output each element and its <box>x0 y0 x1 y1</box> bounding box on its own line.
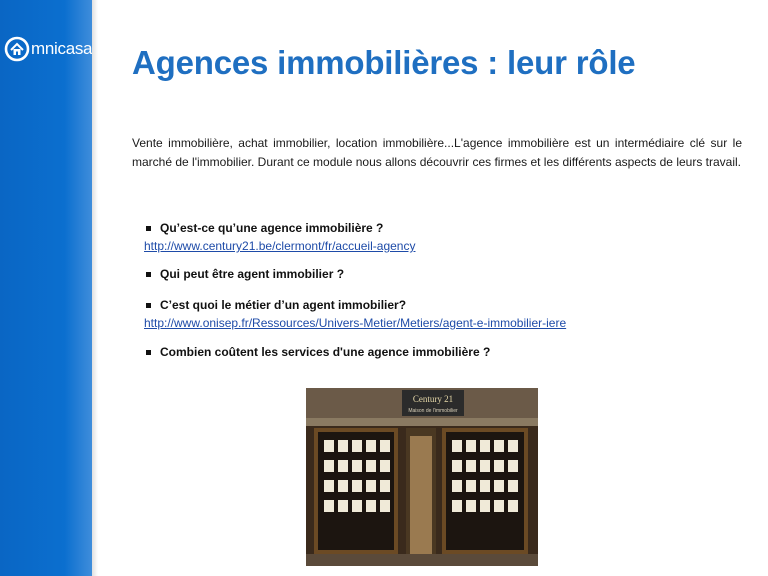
logo-text: mnicasa <box>31 39 93 58</box>
agency-storefront-photo <box>306 388 538 566</box>
bullet-question <box>144 298 566 312</box>
list-item <box>144 298 566 330</box>
square-bullet-icon <box>146 303 151 308</box>
list-item <box>144 267 344 281</box>
house-in-circle-icon <box>4 36 30 62</box>
question-text: Qui peut être agent immobilier ? <box>160 267 345 281</box>
bullet-question <box>144 267 344 281</box>
sidebar-band <box>0 0 92 576</box>
square-bullet-icon <box>146 350 151 355</box>
square-bullet-icon <box>146 272 151 277</box>
slide-title: Agences immobilières : leur rôle <box>132 44 636 81</box>
sidebar-shadow <box>92 0 98 576</box>
question-text: Qu’est-ce qu’une agence immobilière ? <box>160 221 384 235</box>
omnicasa-logo <box>4 36 92 62</box>
list-item <box>144 345 490 359</box>
intro-paragraph: Vente immobilière, achat immobilier, location immobilière...L'agence immobilière est un intermédiaire clé sur le marché de l'immobilier. Durant ce module nous allons découvrir ces firmes et les différents aspects de leurs travail. <box>132 136 742 169</box>
bullet-question <box>144 345 490 359</box>
onisep-link[interactable]: http://www.onisep.fr/Ressources/Univers-Metier/Metiers/agent-e-immobilier-iere <box>144 316 567 330</box>
list-item <box>144 221 415 253</box>
sign-subtext: Maison de l'immobilier <box>408 408 458 414</box>
bullet-question <box>144 221 415 235</box>
century21-link[interactable]: http://www.century21.be/clermont/fr/accueil-agency <box>144 239 416 253</box>
question-text: Combien coûtent les services d'une agence immobilière ? <box>160 345 491 359</box>
question-text: C’est quoi le métier d’un agent immobilier? <box>160 298 407 312</box>
sign-text: Century 21 <box>412 394 454 404</box>
square-bullet-icon <box>146 226 151 231</box>
